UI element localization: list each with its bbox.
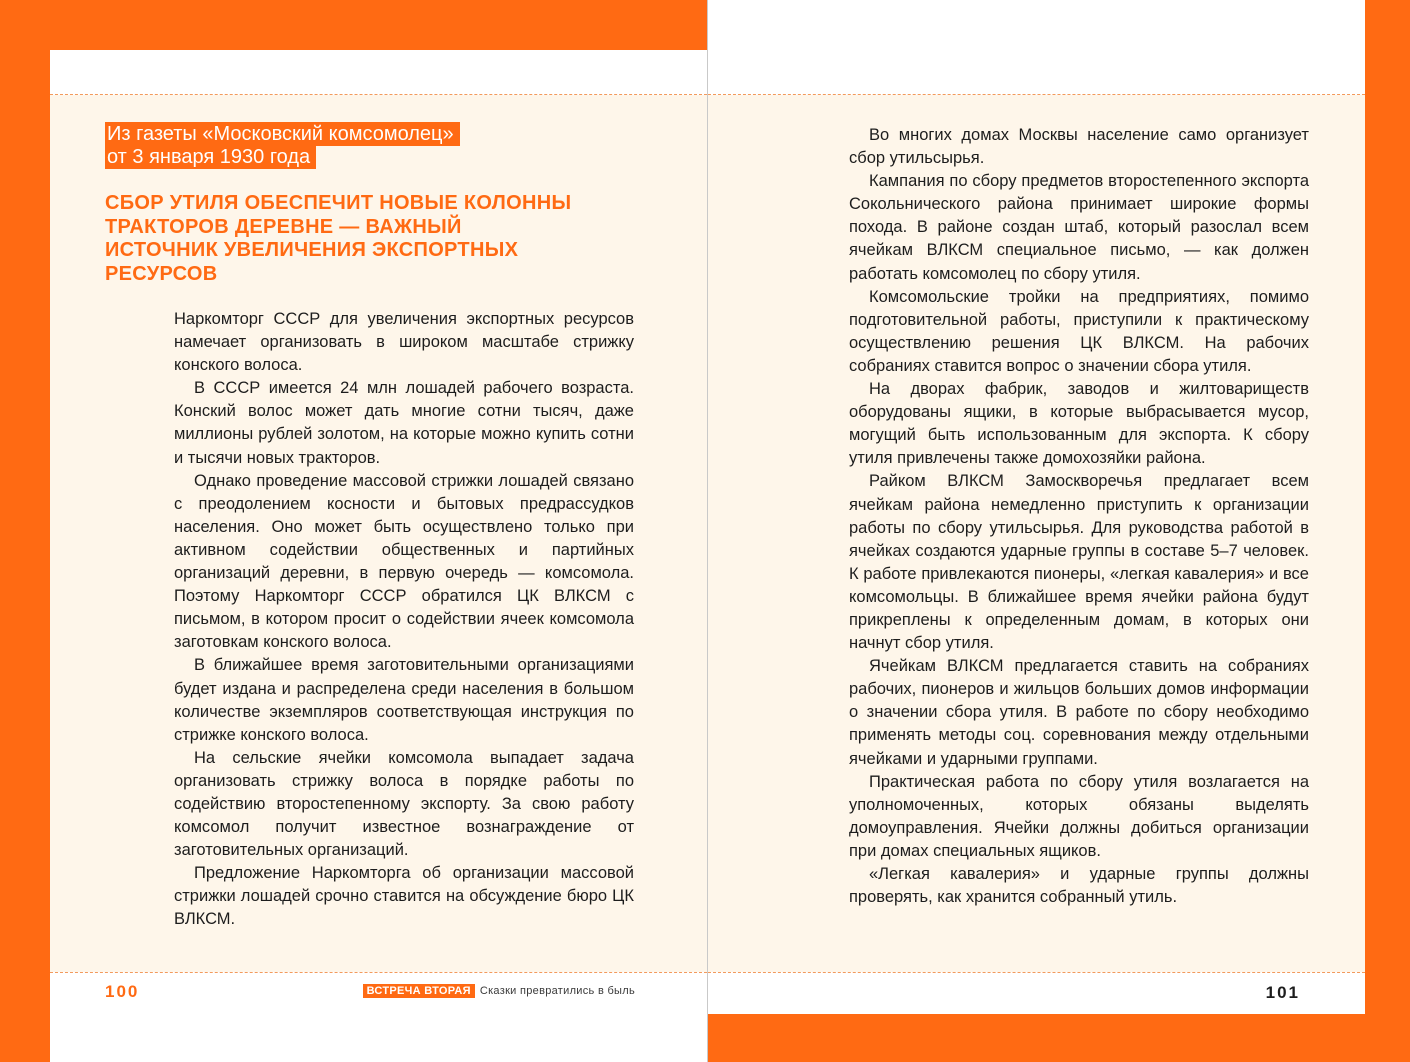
left-article-body [174, 308, 634, 932]
running-head [363, 985, 635, 997]
right-article-body [849, 124, 1309, 909]
right-page [708, 0, 1365, 1014]
bottom-dashed-rule [708, 972, 1365, 973]
left-paragraph-5: На сельские ячейки комсомола выпадает задача организовать стрижку волоса в порядке работы по содействию второстепенному экспорту. За свою работу комсомол получит известное вознаграждение от заготовительных организаций. [174, 748, 634, 860]
running-head-title: Сказки превратились в быль [479, 985, 635, 997]
bottom-dashed-rule [50, 972, 707, 973]
page-number-right: 101 [1265, 983, 1300, 1002]
right-paragraph-2: Кампания по сбору предметов второстепенного экспорта Сокольнического района принимает широкие формы похода. В районе создан штаб, который разослал всем ячейкам ВЛКСМ специальное письмо, — как должен работать комсомолец по сбору утиля. [849, 172, 1309, 283]
source-line-1: Из газеты «Московский комсомолец» [105, 122, 460, 146]
right-paragraph-6: Ячейкам ВЛКСМ предлагается ставить на собраниях рабочих, пионеров и жильцов больших домов информации о значении сбора утиля. В работе по сбору необходимо применять методы соц. соревнования между отдельными ячейками и ударными группами. [849, 657, 1309, 768]
right-paragraph-5: Райком ВЛКСМ Замоскворечья предлагает всем ячейкам района немедленно приступить к организации работы по сбору утильсырья. Для руководства работой в ячейках создаются ударные группы в составе 5–7 человек. К работе привлекаются пионеры, «легкая кавалерия» и все комсомольцы. В ближайшее время ячейки района будут прикреплены к определенным домам, в которых они начнут сбор утиля. [849, 472, 1309, 653]
left-paragraph-2: В СССР имеется 24 млн лошадей рабочего возраста. Конский волос может дать многие сотни тысяч, даже миллионы рублей золотом, на которые можно купить сотни и тысячи новых тракторов. [174, 379, 634, 467]
left-paragraph-3: Однако проведение массовой стрижки лошадей связано с преодолением косности и бытовых предрассудков населения. Оно может быть осуществлено только при активном содействии общественных и партийных организаций деревни, в первую очередь — комсомола. Поэтому Наркомторг СССР обратился ЦК ВЛКСМ с письмом, в котором просит о содействии ячеек комсомола заготовкам конского волоса. [174, 471, 634, 652]
right-paragraph-3: Комсомольские тройки на предприятиях, помимо подготовительной работы, приступили к практическому осуществлению решения ЦК ВЛКСМ. На рабочих собраниях ставится вопрос о значении сбора утиля. [849, 287, 1309, 375]
source-line-2: от 3 января 1930 года [105, 145, 316, 169]
page-number-left: 100 [105, 982, 140, 1001]
left-paragraph-1: Наркомторг СССР для увеличения экспортных ресурсов намечает организовать в широком масштабе стрижку конского волоса. [174, 310, 634, 375]
running-head-tag: ВСТРЕЧА ВТОРАЯ [363, 984, 475, 998]
right-paragraph-1: Во многих домах Москвы население само организует сбор утильсырья. [849, 126, 1309, 168]
right-paragraph-4: На дворах фабрик, заводов и жилтовариществ оборудованы ящики, в которые выбрасывается мусор, могущий быть использованным для экспорта. К сбору утиля привлечены также домохозяйки района. [849, 380, 1309, 468]
left-paragraph-4: В ближайшее время заготовительными организациями будет издана и распределена среди населения в большом количестве экземпляров соответствующая инструкция по стрижке конского волоса. [174, 656, 634, 744]
right-paragraph-7: Практическая работа по сбору утиля возлагается на уполномоченных, которых обязаны выделять домоуправления. Ячейки должны добиться организации при домах специальных ящиков. [849, 772, 1309, 860]
left-page [50, 50, 707, 1062]
right-paragraph-8: «Легкая кавалерия» и ударные группы должны проверять, как хранится собранный утиль. [849, 865, 1309, 907]
article-headline: СБОР УТИЛЯ ОБЕСПЕЧИТ НОВЫЕ КОЛОННЫ ТРАКТОРОВ ДЕРЕВНЕ — ВАЖНЫЙ ИСТОЧНИК УВЕЛИЧЕНИЯ ЭКСПОРТНЫХ РЕСУРСОВ [105, 192, 572, 285]
source-label [105, 123, 460, 169]
left-paragraph-6: Предложение Наркомторга об организации массовой стрижки лошадей срочно ставится на обсуждение бюро ЦК ВЛКСМ. [174, 864, 634, 929]
